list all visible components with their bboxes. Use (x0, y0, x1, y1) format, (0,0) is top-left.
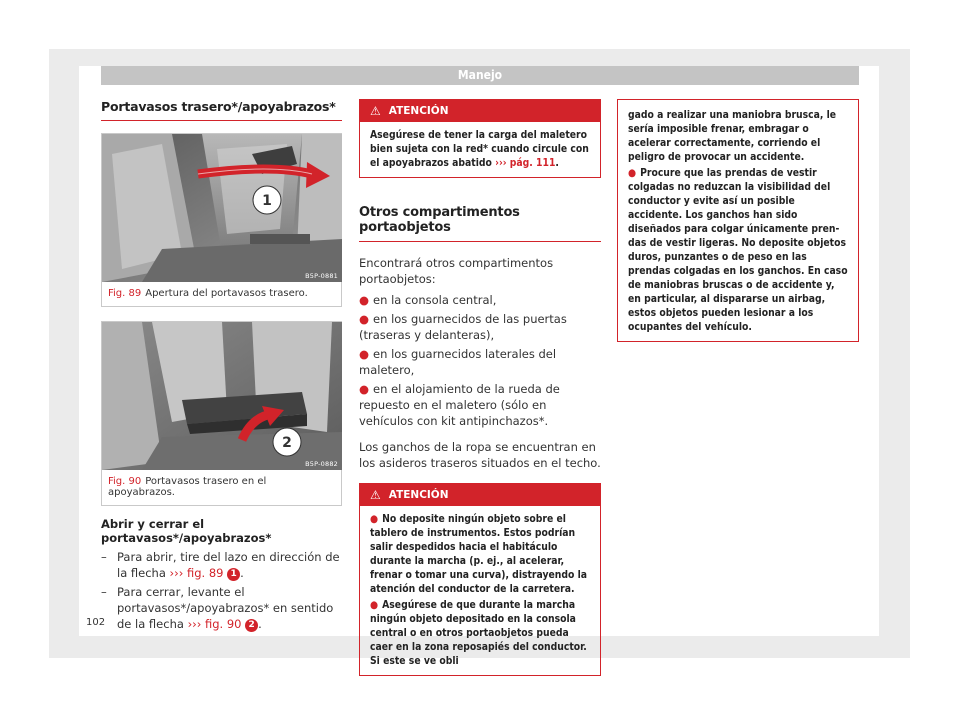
column-middle (359, 99, 601, 676)
figure-90-callout: 2 (282, 435, 292, 451)
list-item: ● en el alojamiento de la rueda de repuesto en el maletero (sólo en vehículos con kit antipinchazos*. (359, 382, 560, 428)
warning-2-item-1: ● No deposite ningún objeto sobre el tablero de instrumentos. Estos podrían salir despedidos hacia el habitáculo durante la marcha (p. ej., al acelerar, frenar o tomar una curva), distrayendo la atención del conductor de la carretera. (370, 513, 587, 595)
warning-header-2 (360, 484, 600, 506)
warning-1-link[interactable]: ››› pág. 111 (495, 157, 556, 169)
step-2-number-badge: 2 (245, 619, 258, 632)
figure-89-caption-text: Apertura del portavasos trasero. (145, 288, 308, 299)
figure-90 (101, 321, 342, 506)
warning-body-continued (618, 100, 858, 341)
step-2-link[interactable]: ››› fig. 90 (187, 617, 242, 631)
figure-90-image (102, 322, 342, 470)
column-left (101, 99, 342, 632)
storage-list (359, 292, 601, 429)
warning-3-item: ● Procure que las prendas de vestir colgadas no reduzcan la visibilidad del conductor y evite así un posible accidente. Los ganchos han sido diseñados para colgar únicamente prendas de vestir ligeras. No deposite objetos duros, punzantes o de peso en las prendas colgadas en los ganchos. En caso de maniobras bruscas o de accidente y, en particular, al dispararse un airbag, estos objetos pueden lesionar a los ocupantes del vehículo. (628, 167, 848, 333)
warning-body-1: Asegúrese de tener la carga del maletero bien sujeta con la red* cuando circule con el apoyabrazos abatido ››› pág. 111. (370, 129, 589, 169)
section-title-cupholder: Portavasos trasero*/apoyabrazos* (101, 99, 342, 121)
figure-90-caption (102, 470, 341, 505)
figure-90-caption-text: Portavasos trasero en el apoyabrazos. (108, 476, 267, 498)
figure-89-image (102, 134, 342, 282)
bullet-icon: ● (359, 382, 370, 396)
figure-89-code: B5P-0881 (305, 272, 338, 280)
figure-89-number: Fig. 89 (108, 288, 142, 299)
figure-90-code: B5P-0882 (305, 460, 338, 468)
list-item: ● en los guarnecidos de las puertas (traseras y delanteras), (359, 312, 567, 342)
step-title: Abrir y cerrar el portavasos*/apoyabrazos* (101, 517, 272, 545)
step-1: – Para abrir, tire del lazo en dirección de la flecha ››› fig. 89 1 . (101, 550, 340, 580)
warning-2-item-2: ● Asegúrese de que durante la marcha ningún objeto depositado en la consola central o en otros portaobjetos pueda caer en la zona reposapiés del conductor. Si este se ve obli (370, 599, 587, 667)
bullet-icon: ● (359, 312, 370, 326)
bullet-icon: ● (370, 513, 379, 525)
bullet-icon: ● (359, 293, 370, 307)
page-number: 102 (86, 617, 106, 628)
bullet-icon: ● (370, 599, 379, 611)
step-1-link[interactable]: ››› fig. 89 (169, 566, 224, 580)
warning-box-1 (359, 99, 601, 178)
warning-box-continued (617, 99, 859, 342)
rear-seat-photo-2 (102, 322, 342, 470)
warning-triangle-icon: ⚠ (370, 104, 381, 118)
warning-box-2 (359, 483, 601, 676)
header-title: Manejo (457, 68, 503, 82)
warning-continued-text: gado a realizar una maniobra brusca, le sería imposible frenar, embragar o acelerar correctamente, corriendo el peligro de provocar un accidente. (628, 109, 837, 163)
warning-body-2 (360, 506, 600, 675)
hooks-paragraph: Los ganchos de la ropa se encuentran en los asideros traseros situados en el techo. (359, 440, 601, 470)
figure-89 (101, 133, 342, 307)
step-2-text: Para cerrar, levante el portavasos*/apoyabrazos* en sentido de la flecha (117, 585, 334, 631)
rear-seat-photo-1 (102, 134, 342, 282)
storage-intro: Encontrará otros compartimentos portaobjetos: (359, 256, 554, 286)
column-right (617, 99, 859, 342)
warning-triangle-icon: ⚠ (370, 488, 381, 502)
list-item: ● en los guarnecidos laterales del maletero, (359, 347, 557, 377)
figure-90-number: Fig. 90 (108, 476, 142, 487)
step-1-text: Para abrir, tire del lazo en dirección de la flecha (117, 550, 340, 580)
warning-text-1: Asegúrese de tener la carga del maletero bien sujeta con la red* cuando circule con el apoyabrazos abatido (370, 129, 589, 169)
list-item: ● en la consola central, (359, 293, 497, 307)
figure-89-callout: 1 (262, 193, 272, 209)
step-2: – Para cerrar, levante el portavasos*/apoyabrazos* en sentido de la flecha ››› fig. 90 2 . (101, 585, 334, 631)
figure-89-caption (102, 282, 341, 306)
step-1-number-badge: 1 (227, 568, 240, 581)
section-title-storage: Otros compartimentos portaobjetos (359, 205, 601, 242)
bullet-icon: ● (359, 347, 370, 361)
bullet-icon: ● (628, 167, 637, 179)
warning-label-2: ATENCIÓN (388, 489, 449, 501)
warning-label-1: ATENCIÓN (388, 105, 449, 117)
warning-header-1 (360, 100, 600, 122)
